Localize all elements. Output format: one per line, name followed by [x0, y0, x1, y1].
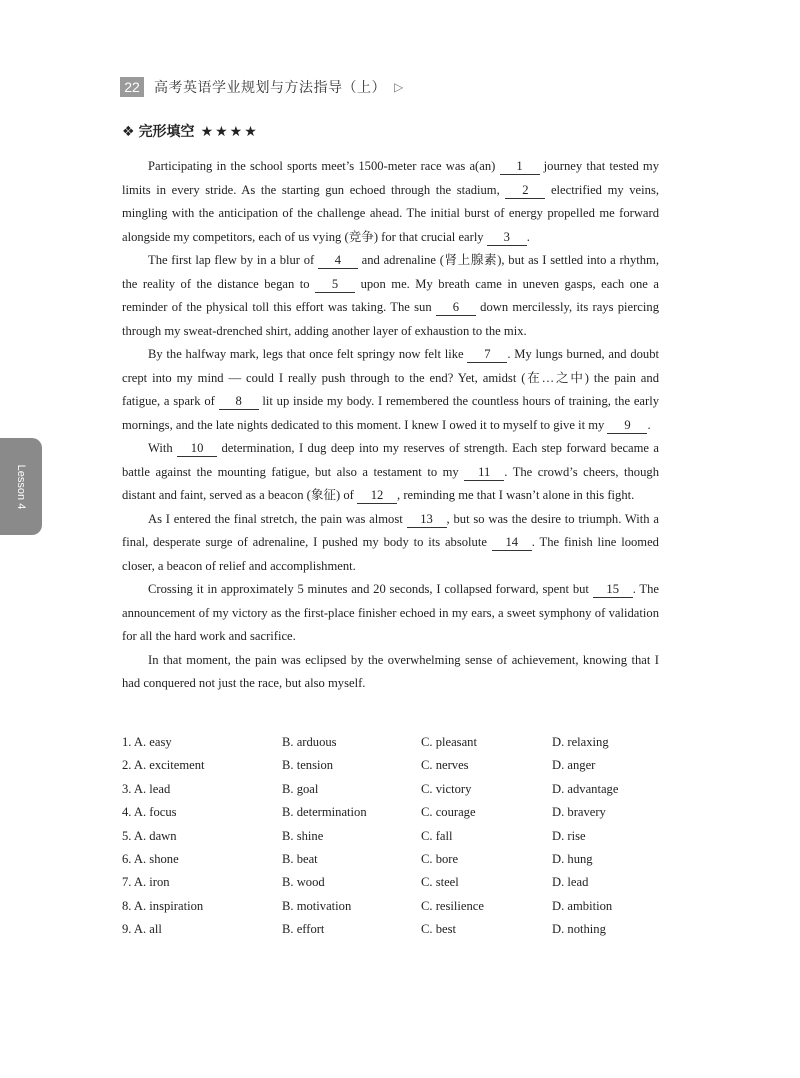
passage-text: .	[526, 229, 530, 244]
answer-blank: 1	[500, 158, 540, 175]
option-choice: B. goal	[282, 781, 319, 796]
answer-blank: 12	[357, 487, 397, 504]
answer-options	[122, 731, 682, 942]
option-choice: D. lead	[552, 875, 589, 890]
passage-text: Participating in the school sports meet’s 1500-meter race was a(an)	[148, 159, 500, 173]
option-choice: D. advantage	[552, 781, 619, 796]
option-choice: B. motivation	[282, 898, 352, 913]
paragraph	[122, 437, 659, 508]
option-choice: 2. A. excitement	[122, 758, 205, 773]
answer-blank: 10	[177, 440, 217, 457]
play-arrow-icon: ▷	[394, 80, 404, 94]
option-choice: B. tension	[282, 758, 334, 773]
passage-text: , but so was the desire to triumph. With a final, desperate surge of adrenaline, I pushed my body to its absolute	[122, 511, 659, 549]
option-choice: D. relaxing	[552, 735, 609, 749]
answer-blank: 13	[407, 511, 447, 528]
option-row	[122, 801, 682, 824]
paragraph	[122, 343, 659, 437]
passage-text: . The announcement of my victory as the first-place finisher echoed in my ears, a sweet symphony of validation for all the hard work and sacrifice.	[122, 582, 659, 643]
answer-blank: 7	[467, 346, 507, 363]
option-choice: B. determination	[282, 805, 367, 820]
option-choice: C. bore	[421, 851, 459, 866]
option-row	[122, 731, 682, 754]
answer-blank: 5	[315, 276, 355, 293]
option-row	[122, 918, 682, 941]
lesson-label: Lesson 4	[15, 464, 27, 509]
option-choice: C. pleasant	[421, 735, 477, 749]
option-choice: 8. A. inspiration	[122, 898, 204, 913]
option-row	[122, 871, 682, 894]
section-title: 完形填空	[138, 124, 195, 140]
passage-text: , reminding me that I wasn’t alone in this fight.	[397, 488, 635, 502]
passage-text: As I entered the final stretch, the pain was almost	[148, 511, 407, 526]
paragraph	[122, 578, 659, 649]
answer-blank: 6	[436, 299, 476, 316]
answer-blank: 8	[219, 393, 259, 410]
option-choice: C. victory	[421, 781, 472, 796]
option-choice: B. arduous	[282, 735, 337, 749]
option-row	[122, 754, 682, 777]
passage-text: . My lungs burned, and doubt crept into my mind — could I really push through to the end? Yet, amidst (在…之中) the pain and fatigue, a spark of	[122, 347, 660, 408]
passage-text: and adrenaline (肾上腺素), but as I settled into a rhythm, the reality of the distance began to	[122, 253, 659, 291]
answer-blank: 4	[318, 252, 358, 269]
option-choice: D. ambition	[552, 898, 613, 913]
answer-blank: 2	[505, 182, 545, 199]
option-choice: 9. A. all	[122, 922, 162, 937]
option-choice: D. rise	[552, 828, 586, 843]
option-choice: B. beat	[282, 851, 318, 866]
passage-text: determination, I dug deep into my reserves of strength. Each step forward became a battle against the mounting fatigue, but also a testament to my	[122, 441, 659, 479]
option-choice: C. best	[421, 922, 456, 937]
option-choice: D. nothing	[552, 922, 606, 937]
option-choice: D. anger	[552, 758, 596, 773]
answer-blank: 15	[593, 581, 633, 598]
book-title: 高考英语学业规划与方法指导（上）	[154, 80, 386, 96]
passage-text: By the halfway mark, legs that once felt springy now felt like	[148, 347, 468, 361]
difficulty-stars: ★★★★	[200, 124, 259, 140]
option-choice: 6. A. shone	[122, 851, 179, 866]
option-choice: B. effort	[282, 922, 325, 937]
passage-text: The first lap flew by in a blur of	[148, 253, 318, 267]
answer-blank: 9	[607, 417, 647, 434]
option-row	[122, 895, 682, 918]
passage-text: . The crowd’s cheers, though distant and faint, served as a beacon (象征) of	[122, 464, 659, 502]
passage-text: . The finish line loomed closer, a beacon of relief and accomplishment.	[122, 535, 659, 573]
answer-blank: 14	[492, 534, 532, 551]
paragraph	[122, 249, 659, 343]
passage-text: down mercilessly, its rays piercing through my sweat-drenched shirt, adding another layer of exhaustion to the mix.	[122, 300, 659, 338]
passage-text: .	[647, 417, 651, 432]
passage-text: journey that tested my limits in every stride. As the starting gun echoed through the stadium,	[122, 159, 660, 197]
page-number: 22	[120, 77, 144, 97]
option-row	[122, 778, 682, 801]
option-choice: D. bravery	[552, 805, 606, 820]
option-choice: B. shine	[282, 828, 324, 843]
paragraph	[122, 155, 659, 249]
passage-text: lit up inside my body. I remembered the countless hours of training, the early mornings, and the late nights dedicated to this moment. I knew I owed it to myself to give it my	[122, 394, 659, 432]
option-choice: C. fall	[421, 828, 453, 843]
option-choice: 3. A. lead	[122, 781, 171, 796]
paragraph	[122, 508, 659, 579]
option-choice: C. nerves	[421, 758, 469, 773]
option-choice: 7. A. iron	[122, 875, 170, 890]
section-heading	[122, 121, 259, 141]
option-choice: 4. A. focus	[122, 805, 177, 820]
option-row	[122, 848, 682, 871]
option-choice: C. courage	[421, 805, 476, 820]
lesson-side-tab	[0, 438, 42, 535]
passage-text: With	[148, 441, 178, 455]
answer-blank: 3	[487, 229, 527, 246]
option-choice: 1. A. easy	[122, 735, 172, 749]
option-row	[122, 825, 682, 848]
answer-blank: 11	[464, 464, 504, 481]
option-choice: C. steel	[421, 875, 459, 890]
passage-text: upon me. My breath came in uneven gasps, each one a reminder of the physical toll this effort was taking. The sun	[122, 276, 659, 314]
page-header	[120, 76, 403, 98]
paragraph	[122, 649, 659, 696]
cloze-passage	[122, 155, 659, 696]
option-choice: 5. A. dawn	[122, 828, 177, 843]
option-choice: D. hung	[552, 851, 593, 866]
passage-text: Crossing it in approximately 5 minutes and 20 seconds, I collapsed forward, spent but	[148, 582, 593, 596]
option-choice: B. wood	[282, 875, 325, 890]
passage-text: electrified my veins, mingling with the anticipation of the challenge ahead. The initial burst of energy propelled me forward alongside my competitors, each of us vying (竞争) for that crucial early	[122, 182, 659, 244]
passage-text: In that moment, the pain was eclipsed by the overwhelming sense of achievement, knowing that I had conquered not just the race, but also myself.	[122, 652, 659, 690]
diamond-icon: ❖	[122, 124, 135, 140]
option-choice: C. resilience	[421, 898, 484, 913]
